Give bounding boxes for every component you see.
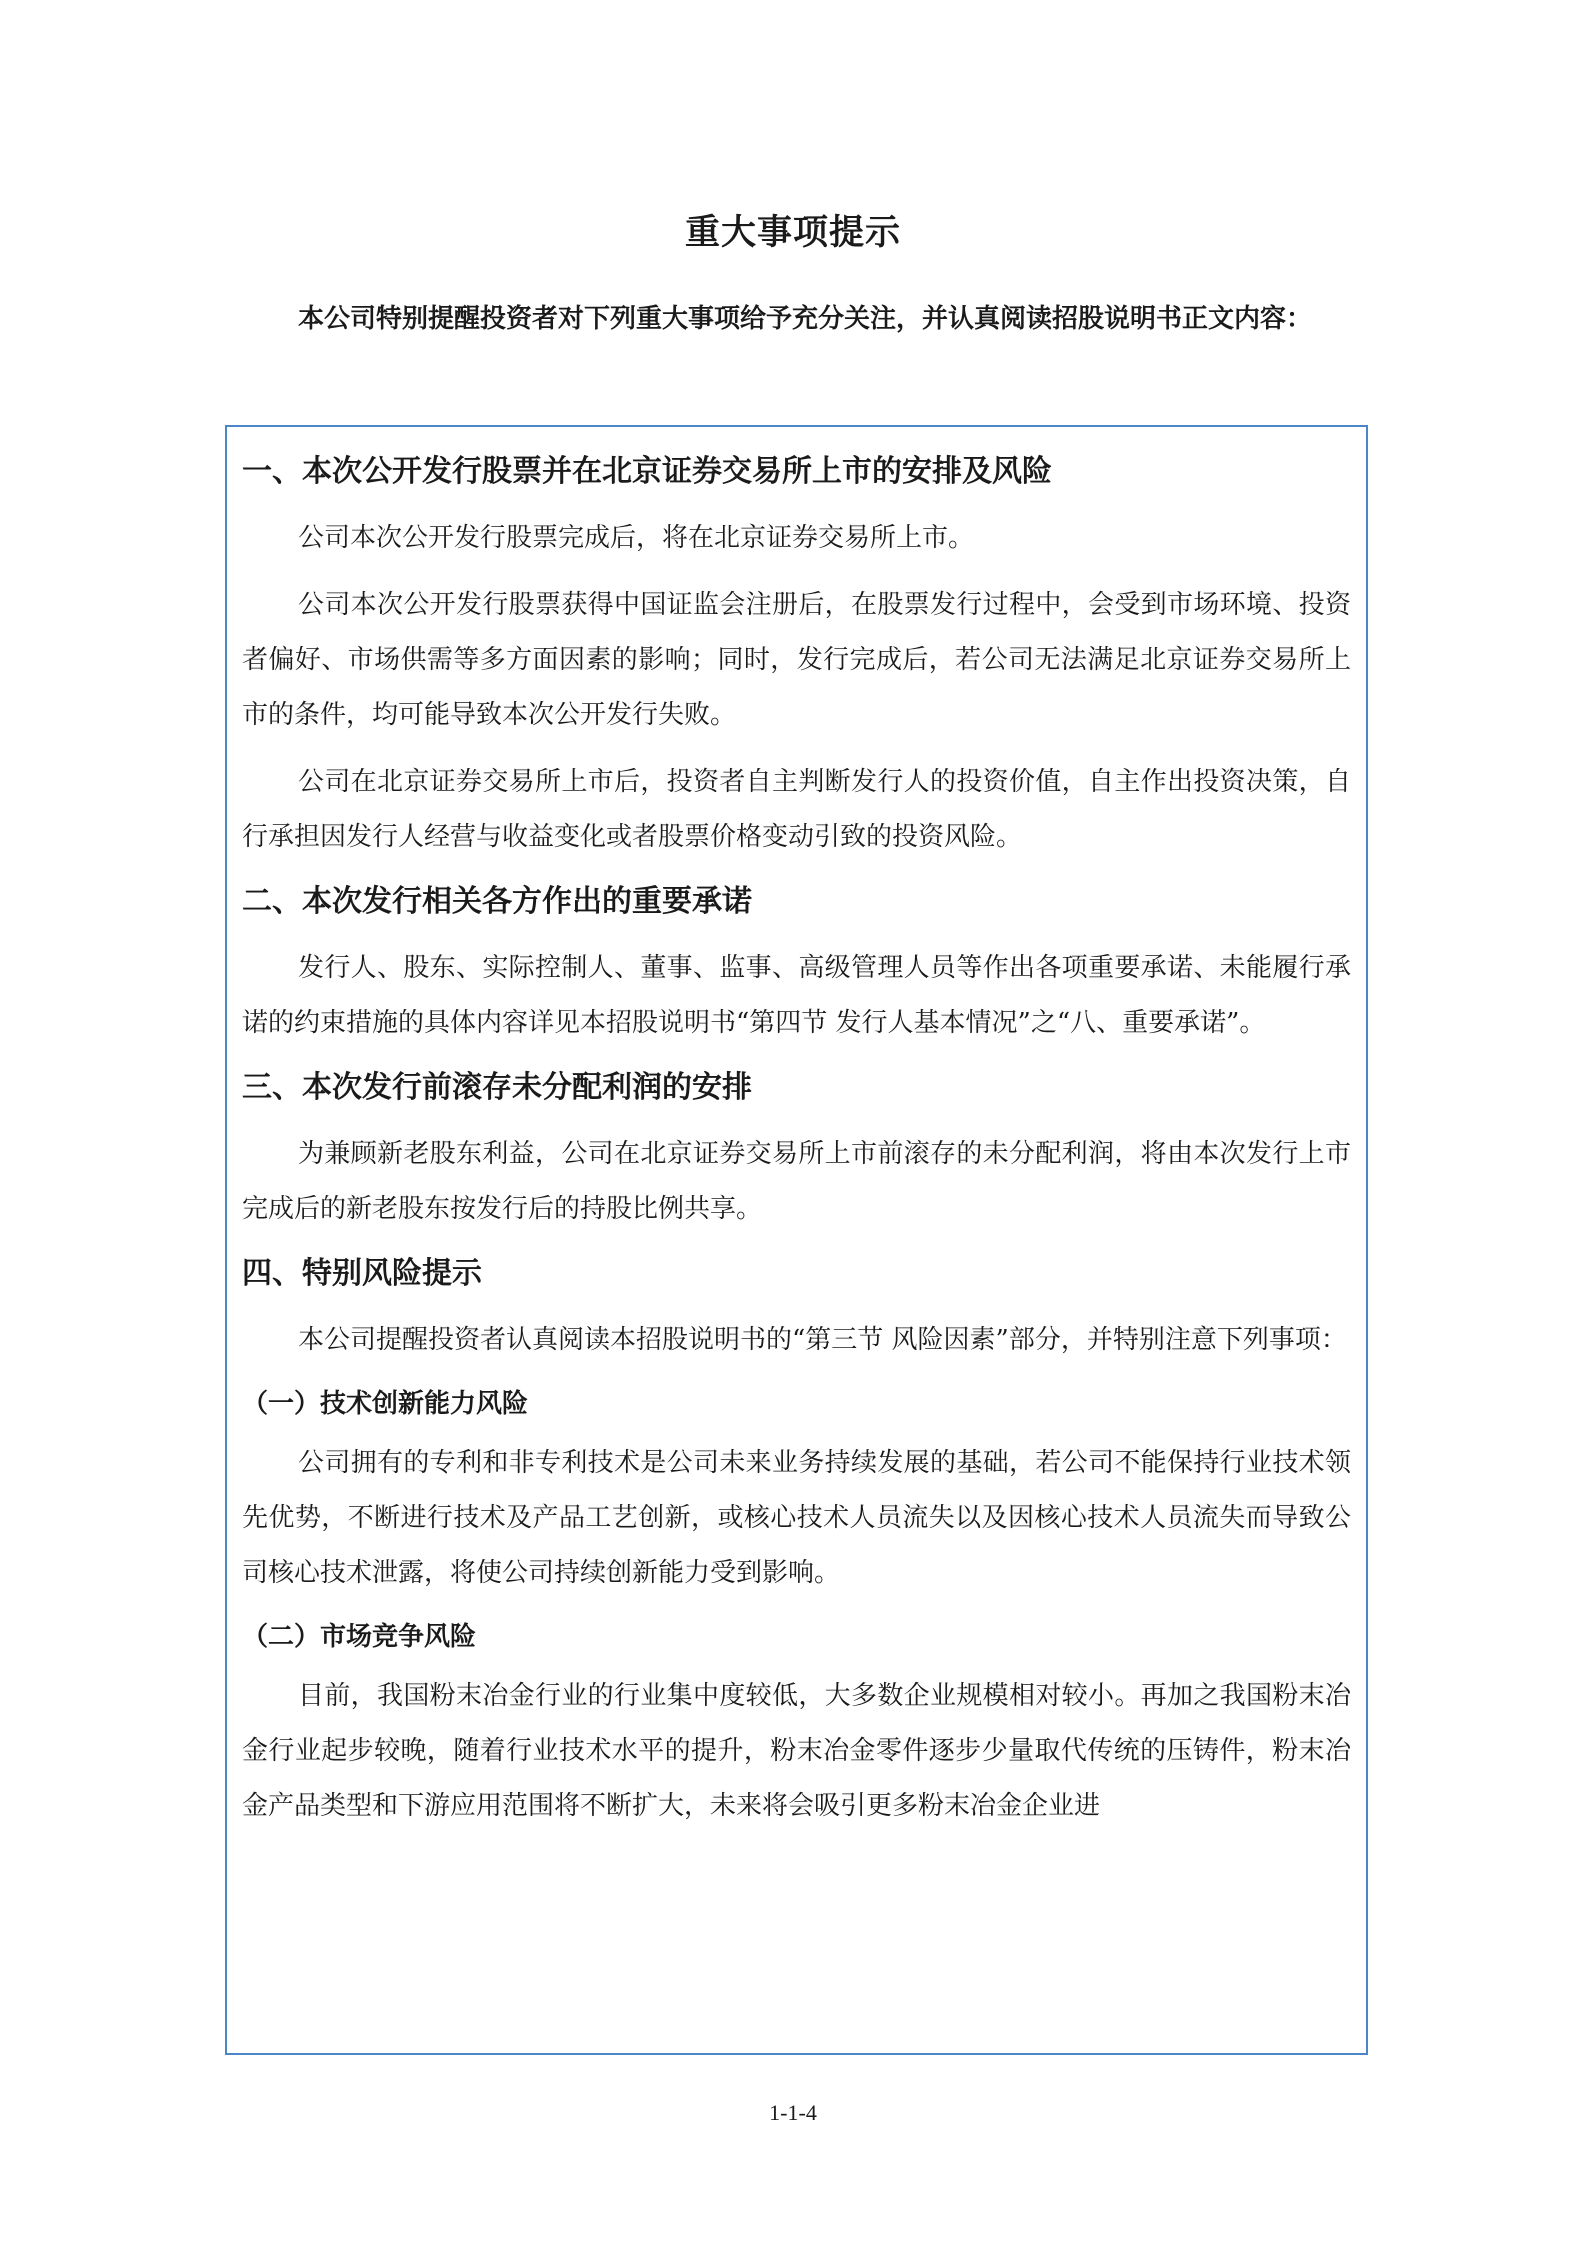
section-1-paragraph-3: 公司在北京证券交易所上市后，投资者自主判断发行人的投资价值，自主作出投资决策，自行承担因发行人经营与收益变化或者股票价格变动引致的投资风险。 xyxy=(242,767,1351,852)
subsection-2-heading: （二）市场竞争风险 xyxy=(242,1622,477,1652)
subsection-1-paragraph: 公司拥有的专利和非专利技术是公司未来业务持续发展的基础，若公司不能保持行业技术领先优势，不断进行技术及产品工艺创新，或核心技术人员流失以及因核心技术人员流失而导致公司核心技术泄露，将使公司持续创新能力受到影响。 xyxy=(242,1448,1351,1588)
section-1-paragraph-2: 公司本次公开发行股票获得中国证监会注册后，在股票发行过程中，会受到市场环境、投资者偏好、市场供需等多方面因素的影响；同时，发行完成后，若公司无法满足北京证券交易所上市的条件，均可能导致本次公开发行失败。 xyxy=(242,590,1351,730)
subsection-2-paragraph: 目前，我国粉末冶金行业的行业集中度较低，大多数企业规模相对较小。再加之我国粉末冶金行业起步较晚，随着行业技术水平的提升，粉末冶金零件逐步少量取代传统的压铸件，粉末冶金产品类型和下游应用范围将不断扩大，未来将会吸引更多粉末冶金企业进 xyxy=(242,1681,1351,1821)
section-1-paragraph-1: 公司本次公开发行股票完成后，将在北京证券交易所上市。 xyxy=(298,523,975,553)
section-1-heading: 一、本次公开发行股票并在北京证券交易所上市的安排及风险 xyxy=(242,454,1052,489)
section-3-heading: 三、本次发行前滚存未分配利润的安排 xyxy=(242,1070,752,1105)
highlight-box xyxy=(225,425,1368,2055)
section-3-paragraph-1: 为兼顾新老股东利益，公司在北京证券交易所上市前滚存的未分配利润，将由本次发行上市完成后的新老股东按发行后的持股比例共享。 xyxy=(242,1139,1351,1224)
section-2-paragraph-1: 发行人、股东、实际控制人、董事、监事、高级管理人员等作出各项重要承诺、未能履行承诺的约束措施的具体内容详见本招股说明书“第四节 发行人基本情况”之“八、重要承诺”。 xyxy=(242,953,1351,1038)
section-4-paragraph-1: 本公司提醒投资者认真阅读本招股说明书的“第三节 风险因素”部分，并特别注意下列事项： xyxy=(298,1325,1347,1355)
page-title: 重大事项提示 xyxy=(684,213,901,253)
page-number: 1-1-4 xyxy=(769,2100,817,2125)
intro-paragraph: 本公司特别提醒投资者对下列重大事项给予充分关注，并认真阅读招股说明书正文内容： xyxy=(298,304,1313,334)
subsection-1-heading: （一）技术创新能力风险 xyxy=(242,1389,529,1419)
section-2-heading: 二、本次发行相关各方作出的重要承诺 xyxy=(242,884,752,919)
section-4-heading: 四、特别风险提示 xyxy=(242,1256,482,1291)
